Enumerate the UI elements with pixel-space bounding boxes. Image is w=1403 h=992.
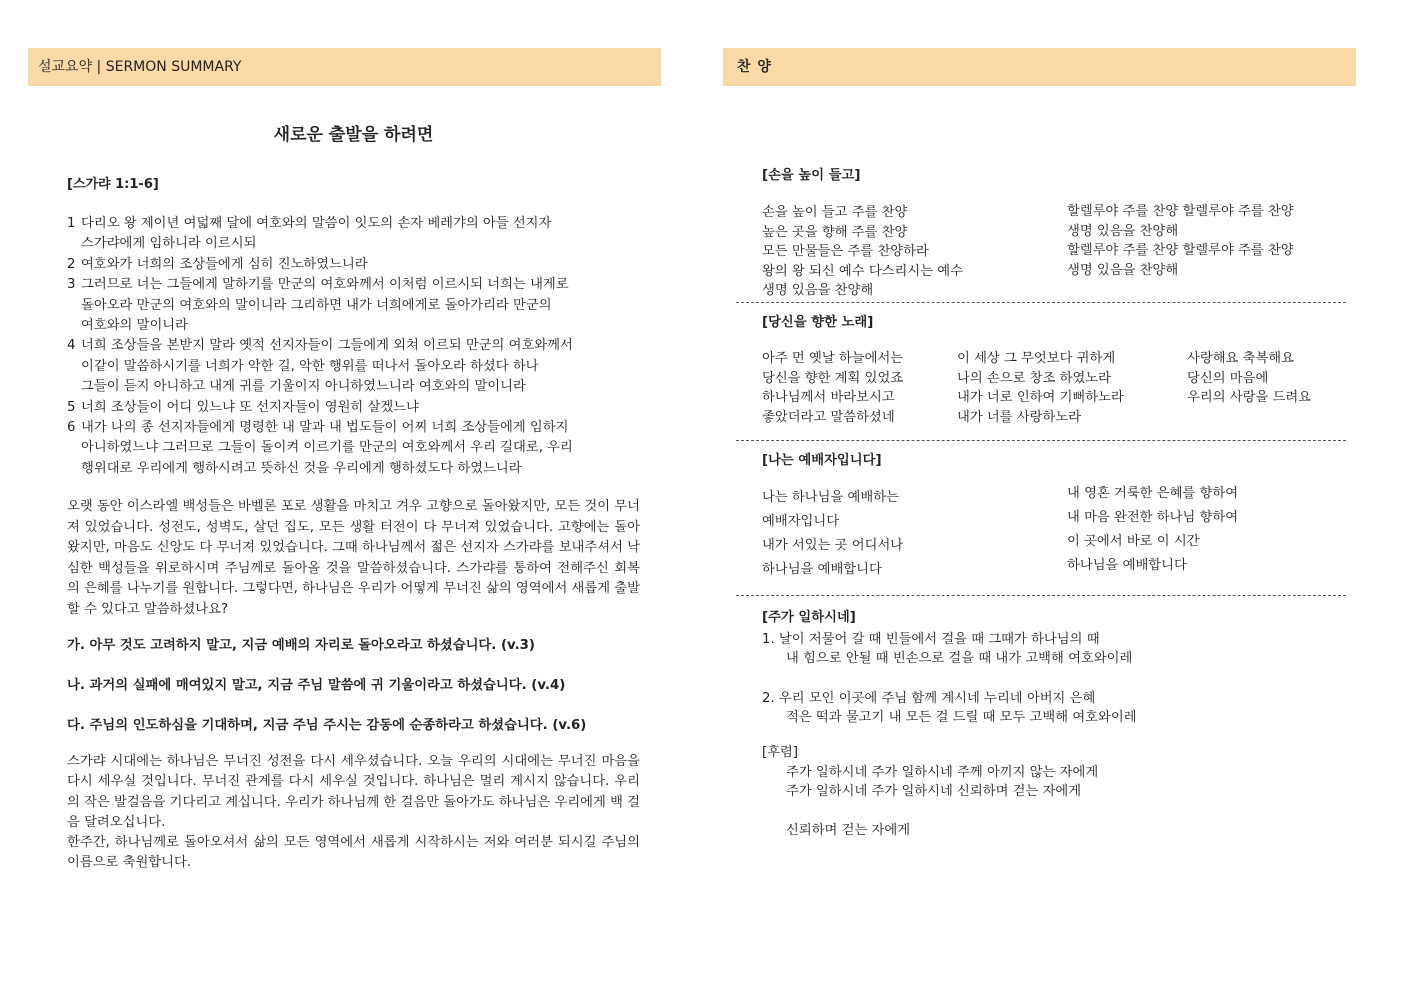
verse-number: 3 xyxy=(67,277,76,293)
verse-line: 스가랴에게 임하니라 이르시되 xyxy=(81,236,257,252)
lyric-line: 사랑해요 축복해요 xyxy=(1187,351,1294,366)
lyric-line: 생명 있음을 찬양해 xyxy=(1067,223,1179,239)
verse-text xyxy=(81,275,640,336)
lyric-line: 할렐루야 주를 찬양 할렐루야 주를 찬양 xyxy=(1067,204,1294,219)
verse-item xyxy=(67,398,640,418)
verse-list xyxy=(67,214,640,479)
praise-header xyxy=(723,48,1356,86)
song-lyrics-col-2 xyxy=(1067,482,1238,582)
verse-line: 그러므로 너는 그들에게 말하기를 만군의 여호와께서 이처럼 이르시되 너희는 내게로 xyxy=(81,277,569,293)
sermon-conclusion-2: 한주간, 하나님께로 돌아오셔서 삶의 모든 영역에서 새롭게 시작하시는 저와 여러분 되시길 주님의 이름으로 축원합니다. xyxy=(67,835,640,871)
song-2 xyxy=(736,303,1346,440)
lyric-line: 좋았더라고 말씀하셨네 xyxy=(762,409,895,425)
lyric-line: 우리의 사랑을 드려요 xyxy=(1187,390,1312,406)
verse-line: 여호와의 말이니라 xyxy=(81,318,188,334)
verse-number: 6 xyxy=(67,420,76,436)
verse-line: 내가 나의 종 선지자들에게 명령한 내 말과 내 법도들이 어찌 너희 조상들에게 임하지 xyxy=(81,420,569,436)
chorus-line-2: 주가 일하시네 주가 일하시네 신뢰하며 걷는 자에게 xyxy=(786,784,1082,800)
song-title: [당신을 향한 노래] xyxy=(762,315,874,330)
lyric-line: 할렐루야 주를 찬양 할렐루야 주를 찬양 xyxy=(1067,243,1294,259)
verse-item xyxy=(67,418,640,479)
sermon-summary-header xyxy=(28,48,661,86)
verse-number: 2 xyxy=(67,256,76,272)
lyric-line: 내가 서있는 곳 어디서나 xyxy=(762,538,904,553)
verse-1-line-1: 1. 날이 저물어 갈 때 빈들에서 걸을 때 그때가 하나님의 때 xyxy=(762,631,1100,647)
lyric-line: 이 곳에서 바로 이 시간 xyxy=(1067,534,1200,549)
song-title: [손을 높이 들고] xyxy=(762,168,861,183)
verse-line: 너희 조상들을 본받지 말라 옛적 선지자들이 그들에게 외쳐 이르되 만군의 여호와께서 xyxy=(81,338,573,354)
song-title: [주가 일하시네] xyxy=(762,610,856,625)
verse-number: 4 xyxy=(67,338,76,354)
sermon-column xyxy=(67,120,640,874)
lyric-line: 손을 높이 들고 주를 찬양 xyxy=(762,205,908,220)
sermon-summary-header-label: 설교요약 | SERMON SUMMARY xyxy=(38,59,242,75)
lyric-line: 내 마음 완전한 하나님 향하여 xyxy=(1067,510,1239,525)
lyric-line: 하나님께서 바라보시고 xyxy=(762,390,895,406)
sermon-point-2: 나. 과거의 실패에 매여있지 말고, 지금 주님 말씀에 귀 기울이라고 하셨습니다. (v.4) xyxy=(67,678,566,694)
verse-1-line-2: 내 힘으로 안될 때 빈손으로 걸을 때 내가 고백해 여호와이레 xyxy=(786,651,1133,667)
song-lyrics-col-3 xyxy=(1187,349,1311,427)
verse-item xyxy=(67,275,640,336)
sermon-point-3: 다. 주님의 인도하심을 기대하며, 지금 주님 주시는 감동에 순종하라고 하셨습니다. (v.6) xyxy=(67,718,587,734)
verse-text xyxy=(81,398,640,418)
lyric-line: 나는 하나님을 예배하는 xyxy=(762,490,899,505)
verse-line: 돌아오라 만군의 여호와의 말이니라 그리하면 내가 너희에게로 돌아가리라 만군의 xyxy=(81,297,552,313)
lyric-line: 내가 너로 인하여 기뻐하노라 xyxy=(957,390,1124,406)
verse-item xyxy=(67,336,640,397)
song-title: [나는 예배자입니다] xyxy=(762,453,882,468)
lyric-line: 예배자입니다 xyxy=(762,514,840,529)
verse-line: 그들이 듣지 아니하고 내게 귀를 기울이지 아니하였느니라 여호와의 말이니라 xyxy=(81,379,526,395)
song-lyrics-col-2 xyxy=(957,349,1187,427)
verse-line: 여호와가 너희의 조상들에게 심히 진노하였느니라 xyxy=(81,256,368,272)
lyric-line: 왕의 왕 되신 예수 다스리시는 예수 xyxy=(762,263,963,279)
song-lyrics-col-2 xyxy=(1067,202,1294,301)
verse-2-line-1: 2. 우리 모인 이곳에 주님 함께 계시네 누리네 아버지 은혜 xyxy=(762,690,1096,706)
verse-line: 이같이 말씀하시기를 너희가 악한 길, 악한 행위를 떠나서 돌아오라 하셨다 하나 xyxy=(81,358,539,374)
song-lyrics-col-1 xyxy=(762,203,1067,301)
verse-line: 행위대로 우리에게 행하시려고 뜻하신 것을 우리에게 행하셨도다 하였느니라 xyxy=(81,460,522,476)
song-4 xyxy=(736,596,1346,840)
verse-number: 1 xyxy=(67,216,76,231)
lyric-line: 하나님을 예배합니다 xyxy=(762,562,882,577)
verse-text xyxy=(81,255,640,275)
lyric-line: 모든 만물들은 주를 찬양하라 xyxy=(762,244,929,260)
lyric-line: 내가 너를 사랑하노라 xyxy=(957,409,1082,425)
verse-item xyxy=(67,214,640,255)
verse-item xyxy=(67,255,640,275)
verse-text xyxy=(81,214,640,255)
verse-line: 다리오 왕 제이년 여덟째 달에 여호와의 말씀이 잇도의 손자 베레갸의 아들 선지자 xyxy=(81,216,552,231)
sermon-point-1: 가. 아무 것도 고려하지 말고, 지금 예배의 자리로 돌아오라고 하셨습니다. (v.3) xyxy=(67,638,535,654)
song-lyrics-col-1 xyxy=(762,349,957,427)
verse-text xyxy=(81,336,640,397)
chorus-line-1: 주가 일하시네 주가 일하시네 주께 아끼지 않는 자에게 xyxy=(786,764,1099,780)
song-lyrics-col-1 xyxy=(762,486,1067,582)
songs-column xyxy=(736,164,1346,840)
lyric-line: 생명 있음을 찬양해 xyxy=(1067,262,1179,278)
lyric-line: 내 영혼 거룩한 은혜를 향하여 xyxy=(1067,486,1239,501)
lyric-line: 높은 곳을 향해 주를 찬양 xyxy=(762,224,908,240)
verse-text xyxy=(81,418,640,479)
lyric-line: 아주 먼 옛날 하늘에서는 xyxy=(762,351,904,366)
verse-number: 5 xyxy=(67,399,76,415)
scripture-reference: [스가랴 1:1-6] xyxy=(67,177,159,192)
song-3 xyxy=(736,441,1346,595)
sermon-intro: 오랫 동안 이스라엘 백성들은 바벨론 포로 생활을 마치고 겨우 고향으로 돌아왔지만, 모든 것이 무너져 있었습니다. 성전도, 성벽도, 살던 집도, 모든 생활 터전이 다 무너져 있었습니다. 고향에는 돌아왔지만, 마음도 신앙도 다 무너져 있었습니다. 그때 하나님께서 젊은 선지자 스가랴를 보내주셔서 낙심한 백성들을 위로하시며 주님께로 돌아올 것을 말씀하셨습니다. 스가랴를 통하여 전해주신 회복의 은혜를 나누기를 원합니다. 그렇다면, 하나님은 우리가 어떻게 무너진 삶의 영역에서 새롭게 출발할 수 있다고 말씀하셨나요? xyxy=(67,499,640,617)
chorus-label: [후렴] xyxy=(762,744,799,760)
chorus-line-3: 신뢰하며 걷는 자에게 xyxy=(786,822,911,838)
verse-line: 아니하였느냐 그러므로 그들이 돌이켜 이르기를 만군의 여호와께서 우리 길대로, 우리 xyxy=(81,440,573,456)
lyric-line: 하나님을 예배합니다 xyxy=(1067,558,1187,573)
lyric-line: 당신의 마음에 xyxy=(1187,370,1269,386)
sermon-conclusion-1: 스가랴 시대에는 하나님은 무너진 성전을 다시 세우셨습니다. 오늘 우리의 시대에는 무너진 마음을 다시 세우실 것입니다. 무너진 관계를 다시 세우실 것입니다. 하나님은 멀리 계시지 않습니다. 우리의 작은 발걸음을 기다리고 계십니다. 우리가 하나님께 한 걸음만 돌아가도 하나님은 우리에게 백 걸음 달려오십니다. xyxy=(67,754,640,830)
sermon-title: 새로운 출발을 하려면 xyxy=(273,125,434,145)
lyric-line: 이 세상 그 무엇보다 귀하게 xyxy=(957,351,1116,366)
song-1 xyxy=(736,164,1346,302)
lyric-line: 당신을 향한 계획 있었죠 xyxy=(762,370,904,386)
verse-line: 너희 조상들이 어디 있느냐 또 선지자들이 영원히 살겠느냐 xyxy=(81,399,419,415)
verse-2-line-2: 적은 떡과 물고기 내 모든 걸 드릴 때 모두 고백해 여호와이레 xyxy=(786,710,1137,726)
lyric-line: 나의 손으로 창조 하였노라 xyxy=(957,370,1111,386)
praise-header-label: 찬 양 xyxy=(737,59,772,75)
lyric-line: 생명 있음을 찬양해 xyxy=(762,283,874,299)
